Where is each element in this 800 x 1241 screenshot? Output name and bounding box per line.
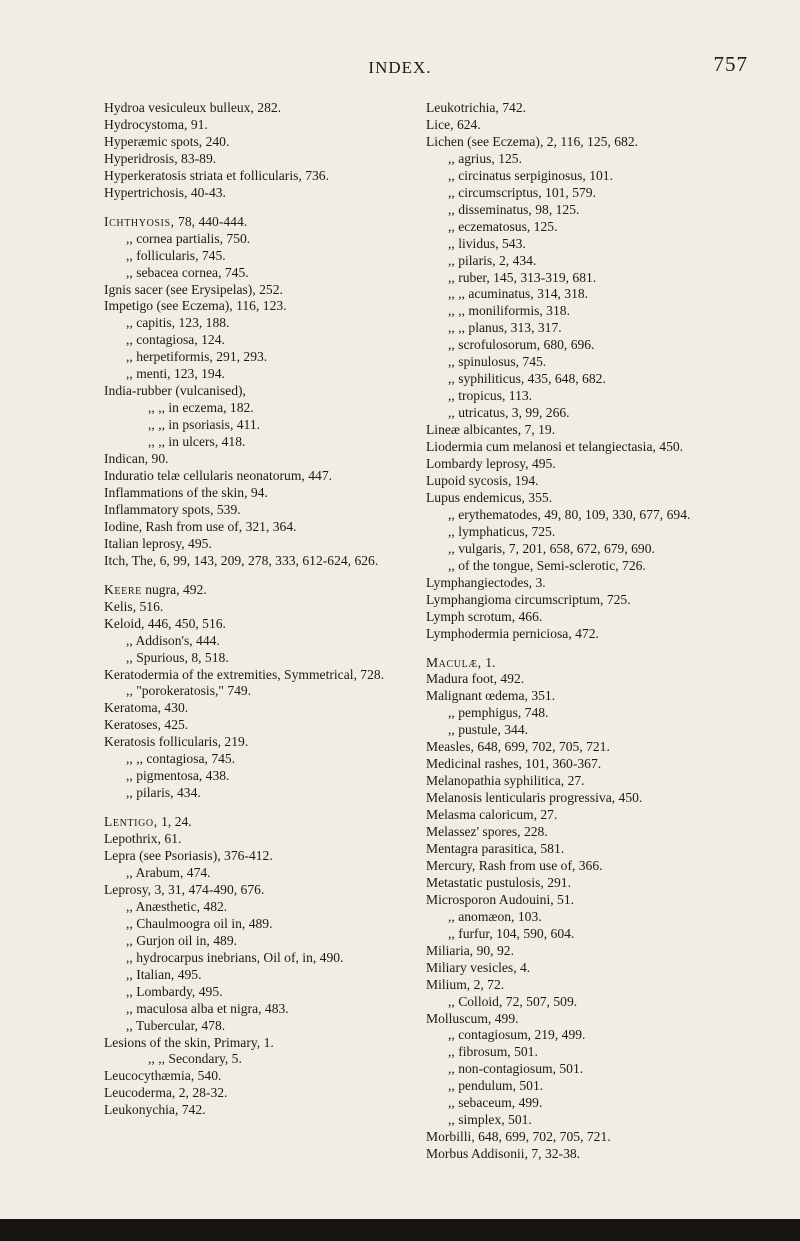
index-entry: Itch, The, 6, 99, 143, 209, 278, 333, 612-624, 626. — [104, 552, 379, 568]
index-entry: Miliaria, 90, 92. — [426, 942, 514, 958]
index-subentry: ,, Lombardy, 495. — [126, 983, 223, 999]
index-entry: Lineæ albicantes, 7, 19. — [426, 422, 556, 438]
index-subentry: ,, ,, acuminatus, 314, 318. — [448, 286, 589, 302]
index-subentry: ,, menti, 123, 194. — [126, 366, 225, 382]
page-number: 757 — [713, 52, 748, 76]
index-entry: Lepothrix, 61. — [104, 831, 182, 847]
index-entry: Madura foot, 492. — [426, 671, 525, 687]
page-header — [0, 52, 800, 88]
index-subentry: ,, ,, in psoriasis, 411. — [148, 417, 261, 433]
index-entry: Indican, 90. — [104, 451, 169, 467]
section-gap — [426, 643, 730, 655]
index-subentry: ,, vulgaris, 7, 201, 658, 672, 679, 690. — [448, 540, 655, 556]
running-title: INDEX. — [368, 58, 432, 77]
index-subentry: ,, sebacea cornea, 745. — [126, 264, 249, 280]
index-entry: Measles, 648, 699, 702, 705, 721. — [426, 739, 610, 755]
index-subentry: ,, tropicus, 113. — [448, 388, 533, 404]
index-subentry: ,, Arabum, 474. — [126, 864, 211, 880]
index-subentry: ,, of the tongue, Semi-sclerotic, 726. — [448, 557, 646, 573]
index-entry: Mercury, Rash from use of, 366. — [426, 857, 603, 873]
index-entry: Hydrocystoma, 91. — [104, 116, 208, 132]
index-entry: Liodermia cum melanosi et telangiectasia, 450. — [426, 439, 684, 455]
index-entry: Induratio telæ cellularis neonatorum, 447. — [104, 468, 333, 484]
index-entry: Malignant œdema, 351. — [426, 688, 556, 704]
index-entry: Morbus Addisonii, 7, 32-38. — [426, 1146, 581, 1162]
index-entry: Hyperidrosis, 83-89. — [104, 150, 217, 166]
index-entry: Leukonychia, 742. — [104, 1102, 206, 1118]
index-subentry: ,, scrofulosorum, 680, 696. — [448, 337, 595, 353]
index-entry: Medicinal rashes, 101, 360-367. — [426, 756, 602, 772]
index-subentry: ,, lividus, 543. — [448, 235, 526, 251]
index-entry: Melanopathia syphilitica, 27. — [426, 773, 585, 789]
index-entry: Metastatic pustulosis, 291. — [426, 874, 571, 890]
index-entry: Lymphodermia perniciosa, 472. — [426, 625, 599, 641]
index-entry: Melassez' spores, 228. — [426, 824, 548, 840]
index-subentry: ,, Anæsthetic, 482. — [126, 898, 228, 914]
index-entry: Lymphangiectodes, 3. — [426, 574, 546, 590]
index-subentry: ,, contagiosum, 219, 499. — [448, 1027, 586, 1043]
index-subentry: ,, pilaris, 434. — [126, 785, 201, 801]
index-entry: Keratosis follicularis, 219. — [104, 734, 249, 750]
section-gap — [104, 802, 386, 814]
index-entry: Keere nugra, 492. — [104, 581, 207, 597]
index-subentry: ,, Addison's, 444. — [126, 632, 220, 648]
index-subentry: ,, fibrosum, 501. — [448, 1044, 538, 1060]
index-entry: Lichen (see Eczema), 2, 116, 125, 682. — [426, 133, 639, 149]
index-entry: Miliary vesicles, 4. — [426, 959, 531, 975]
index-subentry: ,, herpetiformis, 291, 293. — [126, 349, 268, 365]
index-entry: Milium, 2, 72. — [426, 976, 505, 992]
index-subentry: ,, pendulum, 501. — [448, 1078, 544, 1094]
index-subentry: ,, follicularis, 745. — [126, 247, 226, 263]
index-entry: Molluscum, 499. — [426, 1010, 519, 1026]
index-subentry: ,, erythematodes, 49, 80, 109, 330, 677, 694. — [448, 506, 691, 522]
index-subentry: ,, non-contagiosum, 501. — [448, 1061, 584, 1077]
index-entry: Lice, 624. — [426, 116, 481, 132]
index-subentry: ,, Spurious, 8, 518. — [126, 649, 229, 665]
index-entry: Inflammatory spots, 539. — [104, 501, 241, 517]
index-subentry: ,, ,, in ulcers, 418. — [148, 434, 246, 450]
index-entry: Ichthyosis, 78, 440-444. — [104, 213, 248, 229]
index-subentry: ,, disseminatus, 98, 125. — [448, 201, 580, 217]
index-subentry: ,, utricatus, 3, 99, 266. — [448, 405, 570, 421]
index-entry: Hypertrichosis, 40-43. — [104, 184, 226, 200]
index-subentry: ,, ,, moniliformis, 318. — [448, 303, 570, 319]
index-subentry: ,, lymphaticus, 725. — [448, 523, 556, 539]
index-entry: Lupus endemicus, 355. — [426, 489, 553, 505]
index-subentry: ,, contagiosa, 124. — [126, 332, 225, 348]
index-subentry: ,, hydrocarpus inebrians, Oil of, in, 490. — [126, 949, 344, 965]
index-subentry: ,, ,, in eczema, 182. — [148, 400, 254, 416]
index-entry: Leucocythæmia, 540. — [104, 1068, 222, 1084]
index-entry: Lentigo, 1, 24. — [104, 814, 192, 830]
index-entry: Keloid, 446, 450, 516. — [104, 615, 226, 631]
index-entry: Kelis, 516. — [104, 598, 164, 614]
index-subentry: ,, pemphigus, 748. — [448, 705, 549, 721]
index-subentry: ,, pustule, 344. — [448, 722, 529, 738]
index-subentry: ,, sebaceum, 499. — [448, 1095, 543, 1111]
index-subentry: ,, circumscriptus, 101, 579. — [448, 184, 596, 200]
index-subentry: ,, Chaulmoogra oil in, 489. — [126, 915, 273, 931]
index-entry: Leukotrichia, 742. — [426, 100, 527, 115]
index-entry: Mentagra parasitica, 581. — [426, 840, 565, 856]
index-entry: Lombardy leprosy, 495. — [426, 456, 556, 472]
index-subentry: ,, Colloid, 72, 507, 509. — [448, 993, 578, 1009]
index-column-left — [104, 100, 386, 1119]
index-subentry: ,, pigmentosa, 438. — [126, 768, 230, 784]
index-entry: Hyperkeratosis striata et follicularis, 736. — [104, 167, 329, 183]
index-subentry: ,, Tubercular, 478. — [126, 1017, 226, 1033]
index-entry: Keratoses, 425. — [104, 717, 189, 733]
index-entry: Lupoid sycosis, 194. — [426, 472, 539, 488]
index-entry: Morbilli, 648, 699, 702, 705, 721. — [426, 1129, 611, 1145]
index-entry: Lymph scrotum, 466. — [426, 608, 543, 624]
index-entry: Melasma caloricum, 27. — [426, 807, 558, 823]
section-gap — [104, 570, 386, 582]
scan-edge-band — [0, 1219, 800, 1241]
index-entry: Hydroa vesiculeux bulleux, 282. — [104, 100, 282, 115]
index-entry: Lymphangioma circumscriptum, 725. — [426, 591, 631, 607]
index-subentry: ,, "porokeratosis," 749. — [126, 683, 252, 699]
index-subentry: ,, ,, planus, 313, 317. — [448, 320, 562, 336]
index-subentry: ,, ,, Secondary, 5. — [148, 1051, 242, 1067]
index-entry: Lepra (see Psoriasis), 376-412. — [104, 848, 273, 864]
index-subentry: ,, furfur, 104, 590, 604. — [448, 925, 575, 941]
index-subentry: ,, circinatus serpiginosus, 101. — [448, 167, 613, 183]
index-entry: Keratodermia of the extremities, Symmetrical, 728. — [104, 666, 385, 682]
index-subentry: ,, anomæon, 103. — [448, 908, 542, 924]
index-entry: Melanosis lenticularis progressiva, 450. — [426, 790, 643, 806]
index-subentry: ,, simplex, 501. — [448, 1112, 532, 1128]
index-subentry: ,, Italian, 495. — [126, 966, 202, 982]
section-gap — [104, 202, 386, 214]
index-subentry: ,, agrius, 125. — [448, 150, 523, 166]
index-entry: Hyperæmic spots, 240. — [104, 133, 230, 149]
index-entry: Maculæ, 1. — [426, 654, 496, 670]
index-subentry: ,, syphiliticus, 435, 648, 682. — [448, 371, 606, 387]
index-subentry: ,, eczematosus, 125. — [448, 218, 558, 234]
index-subentry: ,, cornea partialis, 750. — [126, 230, 251, 246]
index-entry: Impetigo (see Eczema), 116, 123. — [104, 298, 287, 314]
index-subentry: ,, capitis, 123, 188. — [126, 315, 230, 331]
index-subentry: ,, pilaris, 2, 434. — [448, 252, 537, 268]
index-subentry: ,, maculosa alba et nigra, 483. — [126, 1000, 289, 1016]
index-subentry: ,, spinulosus, 745. — [448, 354, 547, 370]
index-subentry: ,, ,, contagiosa, 745. — [126, 751, 236, 767]
index-entry: Microsporon Audouini, 51. — [426, 891, 575, 907]
index-entry: Keratoma, 430. — [104, 700, 189, 716]
index-entry: Lesions of the skin, Primary, 1. — [104, 1034, 274, 1050]
index-entry: Leucoderma, 2, 28-32. — [104, 1085, 228, 1101]
index-entry: India-rubber (vulcanised), — [104, 383, 246, 399]
index-subentry: ,, ruber, 145, 313-319, 681. — [448, 269, 597, 285]
index-entry: Leprosy, 3, 31, 474-490, 676. — [104, 881, 265, 897]
index-entry: Italian leprosy, 495. — [104, 535, 212, 551]
index-entry: Inflammations of the skin, 94. — [104, 484, 268, 500]
index-entry: Iodine, Rash from use of, 321, 364. — [104, 518, 297, 534]
index-subentry: ,, Gurjon oil in, 489. — [126, 932, 238, 948]
index-column-right — [426, 100, 730, 1163]
index-entry: Ignis sacer (see Erysipelas), 252. — [104, 281, 283, 297]
